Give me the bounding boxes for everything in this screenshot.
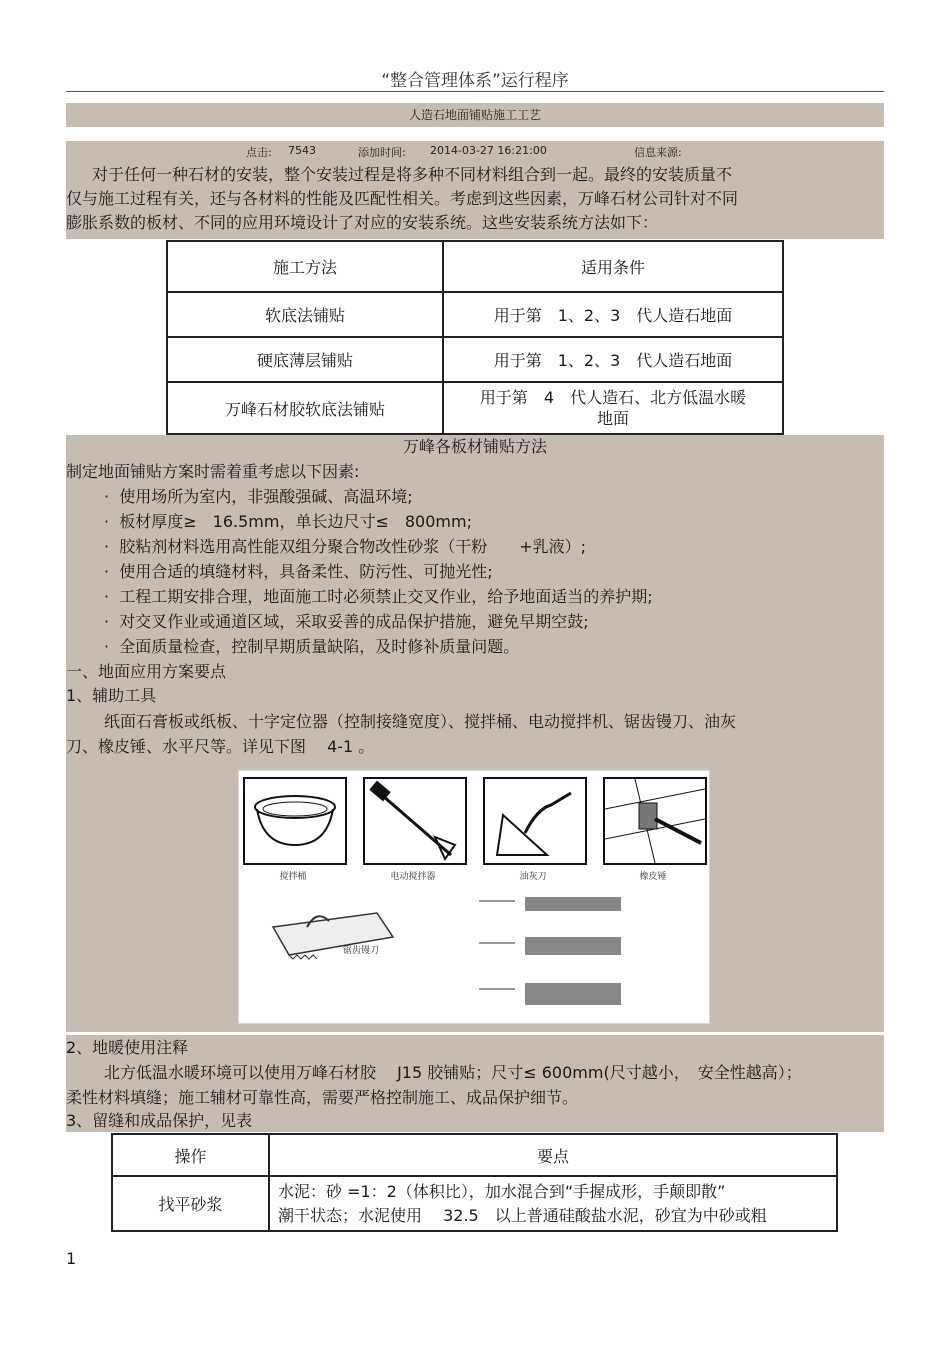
bullet-text: 全面质量检查，控制早期质量缺陷，及时修补质量问题。: [119, 637, 520, 656]
bullet-item: [104, 486, 413, 508]
table-header-cell: 要点: [269, 1134, 837, 1176]
trowel-icon: [485, 779, 585, 863]
intro-line: 仅与施工过程有关，还与各材料的性能及匹配性相关。考虑到这些因素，万峰石材公司针对不同: [66, 189, 739, 208]
bullet-mark: ·: [104, 512, 110, 531]
table-cell: 软底法铺贴: [167, 292, 443, 337]
source-label: 信息来源:: [634, 146, 682, 159]
figure-caption: 锯齿镘刀: [343, 946, 380, 956]
subheading: 2、地暖使用注释: [66, 1038, 189, 1057]
notched-trowel-icon: [267, 897, 397, 967]
table-cell: [443, 382, 783, 434]
intro-paragraph: [66, 163, 884, 235]
bullet-mark: ·: [104, 587, 110, 606]
bullet-mark: ·: [104, 562, 110, 581]
section-heading: 万峰各板材铺贴方法: [402, 437, 547, 456]
cell-line: 用于第 4 代人造石、北方低温水暖: [479, 388, 747, 407]
intro-line: 膨胀系数的板材、不同的应用环境设计了对应的安装系统。这些安装系统方法如下：: [66, 213, 659, 232]
section-lead: 制定地面铺贴方案时需着重考虑以下因素:: [66, 462, 360, 481]
clicks-value: 7543: [288, 144, 316, 157]
table-header-cell: 操作: [112, 1134, 269, 1176]
bullet-text: 胶粘剂材料选用高性能双组分聚合物改性砂浆（干粉 +乳液）;: [119, 537, 587, 556]
mallet-icon: [605, 779, 705, 863]
bullet-item: [104, 511, 472, 533]
document-header-title: “整合管理体系”运行程序: [381, 71, 569, 91]
clicks-label: 点击:: [246, 146, 272, 159]
cell-line: 水泥：砂 =1：2（体积比），加水混合到“手握成形，手颠即散”: [278, 1181, 726, 1201]
bullet-item: [104, 636, 519, 658]
putty-knife-illustration: [483, 777, 587, 865]
trowel-notch-diagram: [471, 879, 641, 1019]
header-divider: [66, 91, 884, 92]
table-row: [112, 1176, 837, 1231]
subheading: 一、地面应用方案要点: [66, 662, 227, 681]
heat-line: 柔性材料填缝；施工辅材可靠性高，需要严格控制施工、成品保护细节。: [66, 1088, 579, 1107]
added-label: 添加时间:: [358, 146, 406, 159]
figure-caption: 搅拌桶: [279, 872, 307, 882]
table-cell: 用于第 1、2、3 代人造石地面: [443, 292, 783, 337]
subheading: 1、辅助工具: [66, 686, 157, 705]
bullet-item: [104, 561, 493, 583]
method-table: [166, 240, 784, 435]
bullet-text: 使用合适的填缝材料，具备柔性、防污性、可抛光性;: [119, 562, 493, 581]
bullet-mark: ·: [104, 537, 110, 556]
cell-line: 潮干状态；水泥使用 32.5 以上普通硅酸盐水泥，砂宜为中砂或粗: [278, 1205, 767, 1225]
subheading: 3、留缝和成品保护，见表: [66, 1111, 253, 1130]
bullet-item: [104, 586, 653, 608]
table-header-row: [112, 1134, 837, 1176]
tools-line: 刀、橡皮锤、水平尺等。详见下图 4-1 。: [66, 737, 375, 756]
table-cell: 用于第 1、2、3 代人造石地面: [443, 337, 783, 382]
table-row: [167, 292, 783, 337]
intro-line: 对于任何一种石材的安装，整个安装过程是将多种不同材料组合到一起。最终的安装质量不: [92, 165, 733, 184]
bullet-text: 工程工期安排合理，地面施工时必须禁止交叉作业，给予地面适当的养护期;: [119, 587, 653, 606]
figure-caption: 橡皮锤: [639, 872, 667, 882]
main-section-band: [66, 435, 884, 1032]
mixing-bucket-illustration: [243, 777, 347, 865]
cell-line: 地面: [596, 409, 629, 428]
table-cell: 找平砂浆: [112, 1176, 269, 1231]
mixer-icon: [365, 779, 465, 863]
article-meta-band: [66, 141, 884, 239]
table-header-row: [167, 241, 783, 292]
heat-line: 北方低温水暖环境可以使用万峰石材胶 J15 胶铺贴；尺寸≤ 600mm(尺寸越小， 安全性越高）；: [104, 1063, 802, 1082]
operations-table: [111, 1133, 838, 1232]
bullet-item: [104, 536, 586, 558]
figure-caption: 电动搅拌器: [390, 872, 436, 882]
table-row: [167, 337, 783, 382]
bullet-item: [104, 611, 589, 633]
added-value: 2014-03-27 16:21:00: [430, 144, 547, 157]
floor-heating-band: [66, 1035, 884, 1132]
bullet-mark: ·: [104, 612, 110, 631]
table-header-cell: 施工方法: [167, 241, 443, 292]
bullet-mark: ·: [104, 637, 110, 656]
bullet-text: 使用场所为室内，非强酸强碱、高温环境;: [119, 487, 413, 506]
table-cell: [269, 1176, 837, 1231]
figure-caption: 油灰刀: [519, 872, 547, 882]
rubber-mallet-illustration: [603, 777, 707, 865]
page-number: 1: [66, 1249, 77, 1268]
bullet-mark: ·: [104, 487, 110, 506]
table-header-cell: 适用条件: [443, 241, 783, 292]
electric-mixer-illustration: [363, 777, 467, 865]
bullet-text: 板材厚度≥ 16.5mm，单长边尺寸≤ 800mm;: [119, 512, 472, 531]
table-row: [167, 382, 783, 434]
bullet-text: 对交叉作业或通道区域，采取妥善的成品保护措施，避免早期空鼓;: [119, 612, 589, 631]
bucket-icon: [245, 779, 345, 863]
tools-figure: [238, 770, 710, 1024]
table-cell: 万峰石材胶软底法铺贴: [167, 382, 443, 434]
article-title: 人造石地面铺贴施工工艺: [66, 103, 884, 127]
table-cell: 硬底薄层铺贴: [167, 337, 443, 382]
tools-line: 纸面石膏板或纸板、十字定位器（控制接缝宽度）、搅拌桶、电动搅拌机、锯齿镘刀、油灰: [104, 712, 737, 731]
